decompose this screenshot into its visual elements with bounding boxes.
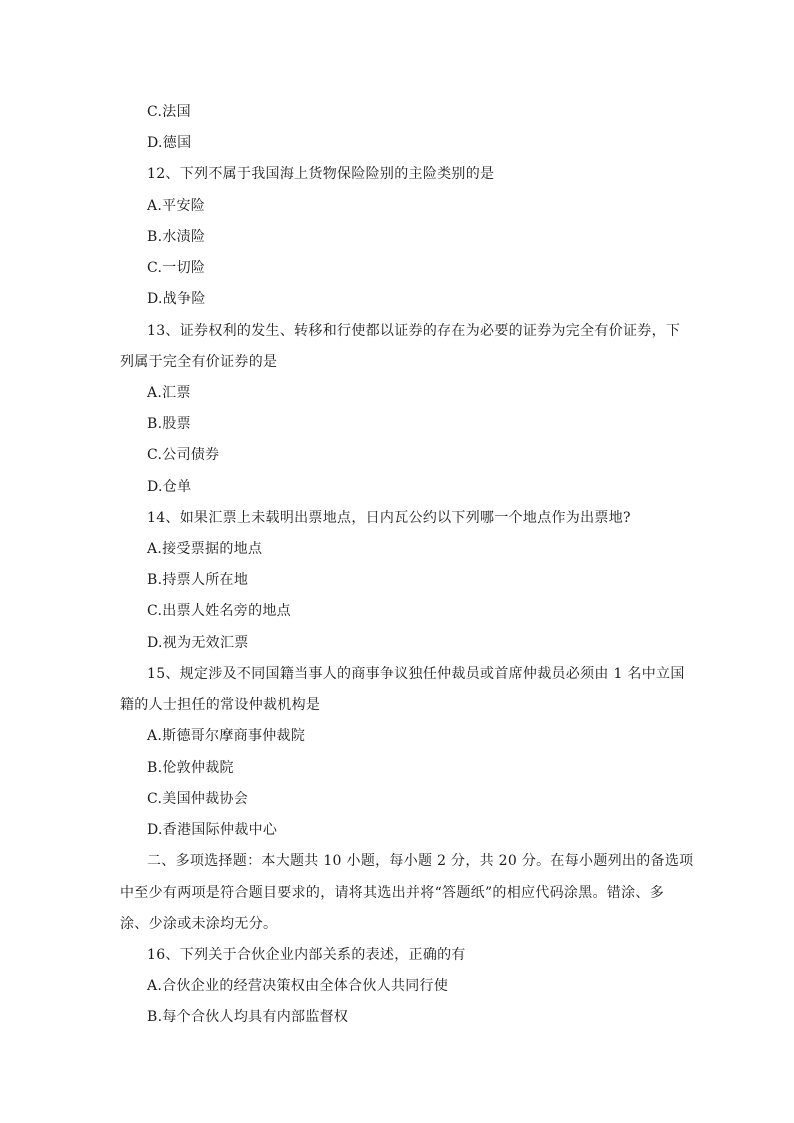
q13-option-b: B.股票: [147, 416, 191, 432]
q12-option-d: D.战争险: [147, 291, 206, 307]
q16-option-a: A.合伙企业的经营决策权由全体合伙人共同行使: [147, 978, 449, 994]
question-13-continued: 列属于完全有价证券的是: [120, 354, 278, 370]
q12-option-b: B.水渍险: [147, 229, 206, 245]
q11-option-d: D.德国: [147, 135, 192, 151]
q12-option-c: C.一切险: [147, 260, 206, 276]
question-15-continued: 籍的人士担任的常设仲裁机构是: [120, 697, 321, 713]
section-2-instructions: 中至少有两项是符合题目要求的，请将其选出并将“答题纸”的相应代码涂黑。错涂、多: [120, 885, 665, 901]
q16-option-b: B.每个合伙人均具有内部监督权: [147, 1009, 349, 1025]
q14-option-d: D.视为无效汇票: [147, 635, 249, 651]
q12-option-a: A.平安险: [147, 198, 206, 214]
section-2-instructions-end: 涂、少涂或未涂均无分。: [120, 916, 278, 932]
q15-option-b: B.伦敦仲裁院: [147, 760, 234, 776]
q13-option-a: A.汇票: [147, 385, 191, 401]
q13-option-d: D.仓单: [147, 479, 192, 495]
question-13: 13、证券权利的发生、转移和行使都以证券的存在为必要的证券为完全有价证券，下: [147, 323, 681, 339]
q15-option-c: C.美国仲裁协会: [147, 791, 249, 807]
q14-option-a: A.接受票据的地点: [147, 541, 263, 557]
question-15: 15、规定涉及不同国籍当事人的商事争议独任仲裁员或首席仲裁员必须由 1 名中立国: [147, 666, 685, 682]
q15-option-a: A.斯德哥尔摩商事仲裁院: [147, 728, 306, 744]
section-2-heading: 二、多项选择题：本大题共 10 小题，每小题 2 分，共 20 分。在每小题列出的备选项: [147, 853, 694, 869]
q15-option-d: D.香港国际仲裁中心: [147, 822, 278, 838]
q13-option-c: C.公司债券: [147, 447, 220, 463]
q11-option-c: C.法国: [147, 104, 191, 120]
q14-option-c: C.出票人姓名旁的地点: [147, 603, 291, 619]
question-12: 12、下列不属于我国海上货物保险险别的主险类别的是: [147, 166, 495, 182]
question-16: 16、下列关于合伙企业内部关系的表述，正确的有: [147, 947, 466, 963]
question-14: 14、如果汇票上未载明出票地点，日内瓦公约以下列哪一个地点作为出票地?: [147, 510, 631, 526]
q14-option-b: B.持票人所在地: [147, 572, 249, 588]
